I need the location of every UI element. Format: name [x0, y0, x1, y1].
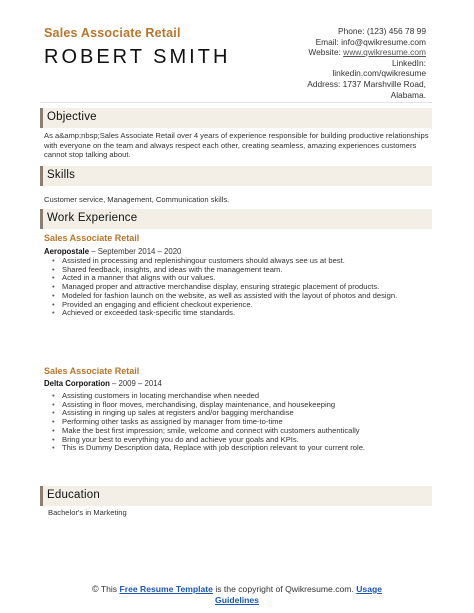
- job-title: Sales Associate Retail: [44, 26, 181, 40]
- section-title: Education: [47, 489, 100, 501]
- section-title: Objective: [47, 111, 97, 123]
- list-item: • Acted in a manner that aligns with our values.: [52, 274, 422, 283]
- list-item: • Bring your best to everything you do and achieve your goals and KPIs.: [52, 436, 422, 445]
- candidate-name: ROBERT SMITH: [44, 46, 231, 68]
- resume-header: [0, 0, 474, 100]
- list-item: • Assisting customers in locating merchandise when needed: [52, 392, 422, 401]
- free-resume-template-link[interactable]: Free Resume Template: [119, 584, 213, 594]
- list-item: • Modeled for fashion launch on the website, as well as assisted with the layout of photos and design.: [52, 292, 422, 301]
- objective-text: As a&amp;nbsp;Sales Associate Retail over 4 years of experience responsible for building productive relationships with everyone on the team and always respect each other, creating seamless, amazing experiences customers cannot stop talking about.: [44, 131, 429, 160]
- contact-address-line1: Address: 1737 Marshville Road,: [307, 78, 426, 89]
- list-item: • Performing other tasks as assigned by manager from time-to-time: [52, 418, 422, 427]
- section-objective-heading: [40, 108, 432, 128]
- list-item: • This is Dummy Description data, Replace with job description relevant to your current role.: [52, 444, 422, 453]
- footer: [0, 584, 474, 606]
- footer-middle: is the copyright of Qwikresume.com.: [212, 584, 357, 594]
- usage-guidelines-link-a[interactable]: Usage: [356, 584, 383, 594]
- list-item: • Shared feedback, insights, and ideas with the management team.: [52, 266, 422, 275]
- contact-email: Email: info@qwikresume.com: [315, 36, 426, 47]
- job-1-title: Sales Associate Retail: [44, 233, 140, 243]
- website-label: Website:: [308, 47, 344, 58]
- list-item: • Make the best first impression; smile, welcome and connect with customers authentically: [52, 427, 422, 436]
- usage-guidelines-link-b[interactable]: Guidelines: [215, 595, 259, 605]
- contact-linkedin-link[interactable]: linkedin.com/qwikresume: [332, 68, 426, 79]
- list-item: • Assisting in ringing up sales at registers and/or bagging merchandise: [52, 409, 422, 418]
- section-title: Skills: [47, 169, 76, 181]
- footer-prefix: This: [98, 584, 120, 594]
- contact-linkedin-label: LinkedIn:: [392, 57, 426, 68]
- header-divider: [40, 102, 432, 103]
- contact-address-line2: Alabama.: [390, 89, 426, 100]
- contact-block: [307, 26, 426, 100]
- job-2-dates: – 2009 – 2014: [109, 379, 162, 388]
- skills-text: Customer service, Management, Communication skills.: [44, 195, 230, 204]
- job-1-meta: [44, 247, 181, 256]
- website-link[interactable]: www.qwikresume.com: [343, 47, 426, 58]
- list-item: • Assisting in floor moves, merchandising, display maintenance, and housekeeping: [52, 401, 422, 410]
- list-item: • Provided an engaging and efficient checkout experience.: [52, 301, 422, 310]
- job-1-bullets: [52, 257, 422, 318]
- job-2-title: Sales Associate Retail: [44, 366, 140, 376]
- section-skills-heading: [40, 166, 432, 186]
- job-2-bullets: [52, 392, 422, 453]
- contact-website: [307, 47, 426, 58]
- education-text: Bachelor's in Marketing: [48, 508, 127, 517]
- section-education-heading: [40, 486, 432, 506]
- section-experience-heading: [40, 209, 432, 229]
- section-title: Work Experience: [47, 212, 138, 224]
- footer-line-2: [0, 595, 474, 606]
- job-1-dates: – September 2014 – 2020: [89, 247, 182, 256]
- footer-line-1: [0, 584, 474, 595]
- job-1-company: Aeropostale: [44, 247, 90, 256]
- list-item: • Managed proper and attractive merchandise display, ensuring strategic placement of products.: [52, 283, 422, 292]
- job-2-meta: [44, 379, 162, 388]
- list-item: • Achieved or exceeded task-specific time standards.: [52, 309, 422, 318]
- list-item: • Assisted in processing and replenishingour customers should always see us at best.: [52, 257, 422, 266]
- copyright-icon: ©: [91, 584, 99, 594]
- job-2-company: Delta Corporation: [44, 379, 110, 388]
- contact-phone: Phone: (123) 456 78 99: [337, 26, 426, 36]
